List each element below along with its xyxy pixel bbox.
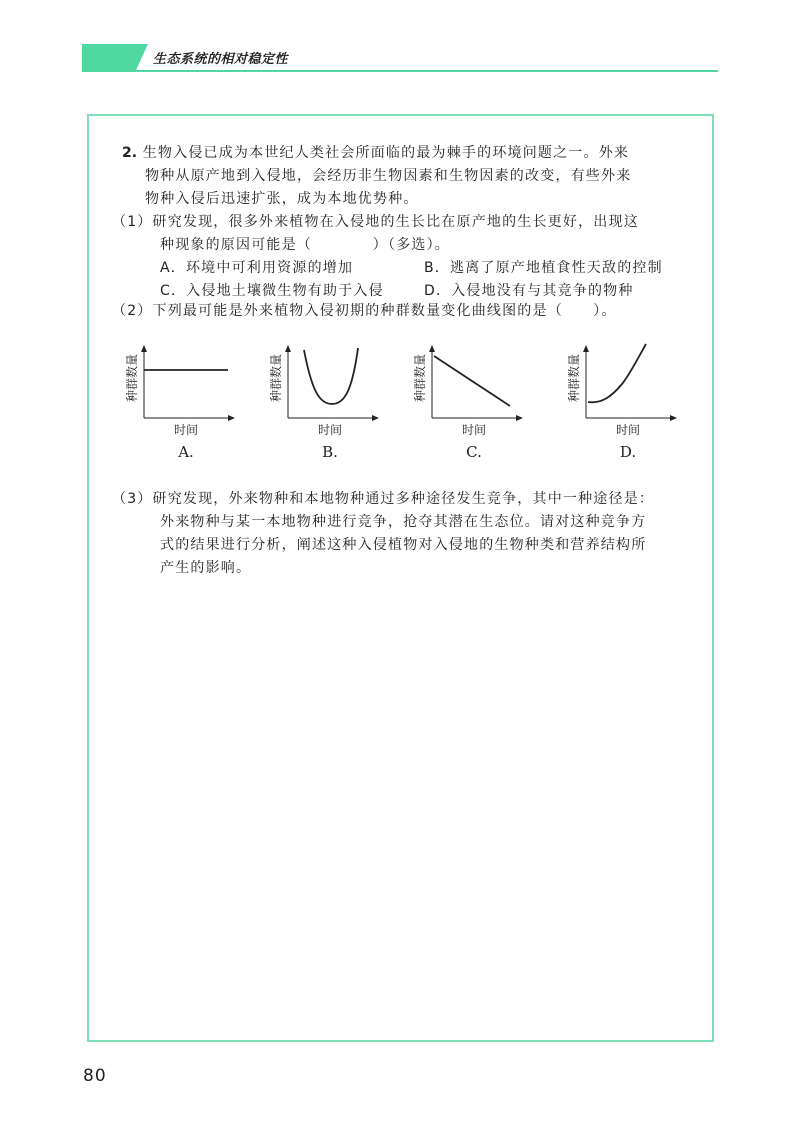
graph-d-ylabel: 种群数量 — [567, 354, 581, 403]
graph-c-label: C. — [466, 443, 482, 461]
graph-d-label: D. — [619, 443, 637, 461]
part3-line-4: 产生的影响。 — [160, 560, 252, 576]
question-intro-text-1: 生物入侵已成为本世纪人类社会所面临的最为棘手的环境问题之一。外来 — [142, 145, 630, 161]
part3-line-1: （3）研究发现，外来物种和本地物种通过多种途径发生竞争，其中一种途径是： — [112, 491, 655, 507]
graph-d-xlabel: 时间 — [615, 423, 641, 437]
graph-c-xlabel: 时间 — [461, 423, 487, 437]
graph-d-curve — [588, 344, 646, 402]
part3-line-3: 式的结果进行分析，阐述这种入侵植物对入侵地的生物种类和营养结构所 — [160, 537, 647, 553]
part1-line-2: 种现象的原因可能是（ ）（多选）。 — [160, 237, 450, 253]
part2-line: （2）下列最可能是外来植物入侵初期的种群数量变化曲线图的是（ ）。 — [112, 303, 617, 319]
page-number: 80 — [83, 1066, 107, 1086]
graph-c-curve — [434, 356, 510, 406]
option-c: C．入侵地土壤微生物有助于入侵 — [160, 283, 384, 299]
graph-b-xlabel: 时间 — [317, 423, 343, 437]
header-divider — [82, 70, 718, 72]
graph-a-label: A. — [178, 443, 194, 461]
question-intro-line-3: 物种入侵后迅速扩张，成为本地优势种。 — [145, 191, 419, 207]
part3-line-2: 外来物种与某一本地物种进行竞争，抢夺其潜在生态位。请对这种竞争方 — [160, 514, 647, 530]
question-intro-line-1 — [122, 142, 629, 164]
header-accent-tab — [82, 44, 148, 70]
graph-a-ylabel: 种群数量 — [125, 354, 139, 403]
option-b: B．逃离了原产地植食性天敌的控制 — [424, 260, 663, 276]
graph-c-ylabel: 种群数量 — [413, 354, 427, 403]
option-d: D．入侵地没有与其竞争的物种 — [424, 283, 634, 299]
part1-line-1: （1）研究发现，很多外来植物在入侵地的生长比在原产地的生长更好，出现这 — [112, 214, 639, 230]
question-intro-line-2: 物种从原产地到入侵地，会经历非生物因素和生物因素的改变，有些外来 — [145, 168, 632, 184]
graph-a-xlabel: 时间 — [173, 423, 199, 437]
option-a: A．环境中可利用资源的增加 — [160, 260, 354, 276]
graph-b-curve — [304, 348, 358, 404]
graph-b-label: B. — [322, 443, 338, 461]
question-number: 2. — [122, 145, 138, 161]
graph-b-ylabel: 种群数量 — [269, 354, 283, 403]
chapter-title: 生态系统的相对稳定性 — [153, 52, 289, 67]
